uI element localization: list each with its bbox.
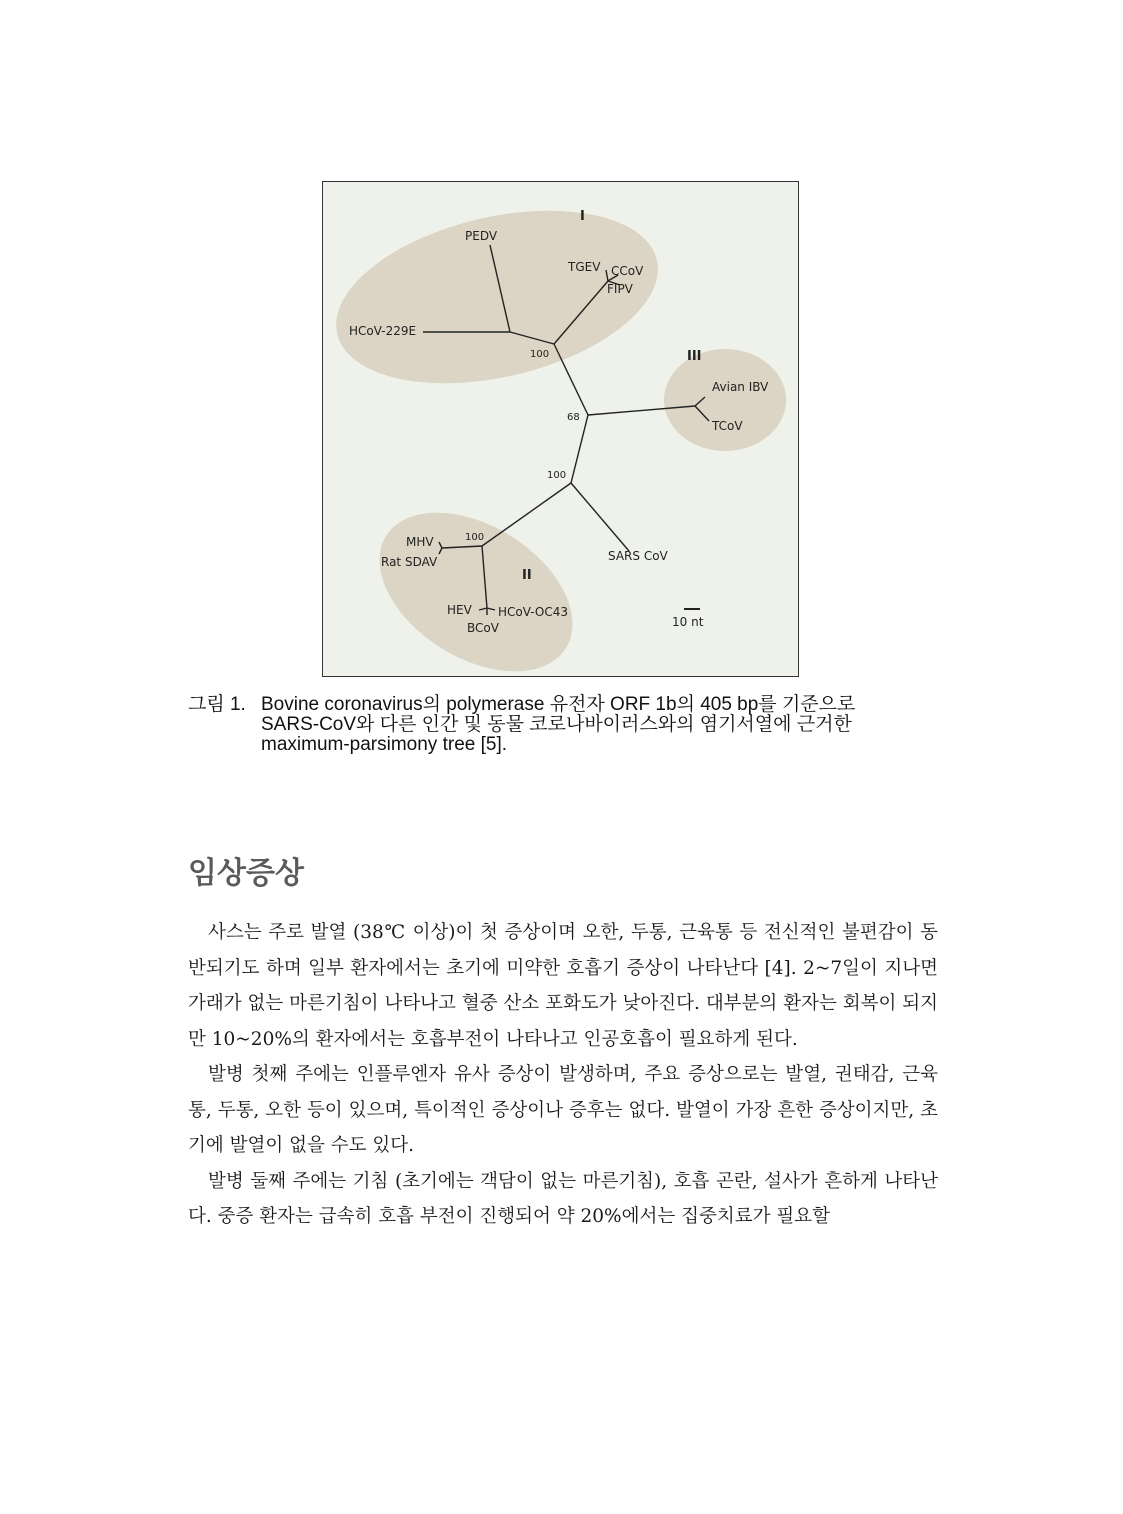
label-bcov: BCoV bbox=[467, 621, 499, 635]
bootstrap-value: 100 bbox=[465, 532, 485, 543]
tree-diagram bbox=[323, 182, 798, 676]
label-rat-sdav: Rat SDAV bbox=[381, 555, 438, 569]
label-tgev: TGEV bbox=[568, 260, 601, 274]
branch-clade2 bbox=[482, 483, 571, 546]
label-fipv: FIPV bbox=[607, 282, 633, 296]
branch-sars bbox=[571, 483, 629, 551]
clade-3-label: III bbox=[687, 349, 702, 364]
clade-2-region bbox=[351, 480, 601, 676]
clade-1-label: I bbox=[580, 209, 585, 224]
label-pedv: PEDV bbox=[465, 229, 498, 243]
label-tcov: TCoV bbox=[712, 419, 743, 433]
label-avian-ibv: Avian IBV bbox=[712, 380, 769, 394]
body-text bbox=[188, 915, 938, 1235]
section-title: 임상증상 bbox=[188, 856, 304, 891]
label-hev: HEV bbox=[447, 603, 472, 617]
bootstrap-value: 68 bbox=[567, 412, 580, 423]
label-mhv: MHV bbox=[406, 535, 434, 549]
label-hcov-oc43: HCoV-OC43 bbox=[498, 605, 569, 619]
label-sars-cov: SARS CoV bbox=[608, 549, 668, 563]
scale-label: 10 nt bbox=[672, 615, 704, 629]
paragraph: 발병 첫째 주에는 인플루엔자 유사 증상이 발생하며, 주요 증상으로는 발열, 권태감, 근육통, 두통, 오한 등이 있으며, 특이적인 증상이나 증후는 없다. 발열이 가장 흔한 증상이지만, 초기에 발열이 없을 수도 있다. bbox=[188, 1064, 938, 1156]
phylogenetic-tree-figure bbox=[322, 181, 799, 677]
caption-number: 그림 1. bbox=[188, 694, 246, 715]
clade-1-region bbox=[323, 182, 675, 412]
paragraph: 사스는 주로 발열 (38℃ 이상)이 첫 증상이며 오한, 두통, 근육통 등 전신적인 불편감이 동반되기도 하며 일부 환자에서는 초기에 미약한 호흡기 증상이 나타난다 [4]. 2~7일이 지나면 가래가 없는 마른기침이 나타나고 혈중 산소 포화도가 낮아진다. 대부분의 환자는 회복이 되지만 10~20%의 환자에서는 호흡부전이 나타나고 인공호흡이 필요하게 된다. bbox=[188, 922, 938, 1050]
bootstrap-value: 100 bbox=[547, 470, 567, 481]
clade-3-region bbox=[664, 349, 786, 451]
label-ccov: CCoV bbox=[611, 264, 644, 278]
bootstrap-value: 100 bbox=[530, 349, 550, 360]
branch-root-mid bbox=[571, 415, 588, 483]
figure-caption bbox=[188, 695, 948, 755]
label-hcov229e: HCoV-229E bbox=[349, 324, 417, 338]
caption-text: Bovine coronavirus의 polymerase 유전자 ORF 1b의 405 bp를 기준으로 SARS-CoV와 다른 인간 및 동물 코로나바이러스와의 염기서열에 근거한 maximum-parsimony tree [5]. bbox=[261, 694, 856, 755]
paragraph: 발병 둘째 주에는 기침 (초기에는 객담이 없는 마른기침), 호흡 곤란, 설사가 흔하게 나타난다. 중증 환자는 급속히 호흡 부전이 진행되어 약 20%에서는 집중치료가 필요할 bbox=[188, 1170, 938, 1227]
clade-2-label: II bbox=[522, 568, 532, 583]
